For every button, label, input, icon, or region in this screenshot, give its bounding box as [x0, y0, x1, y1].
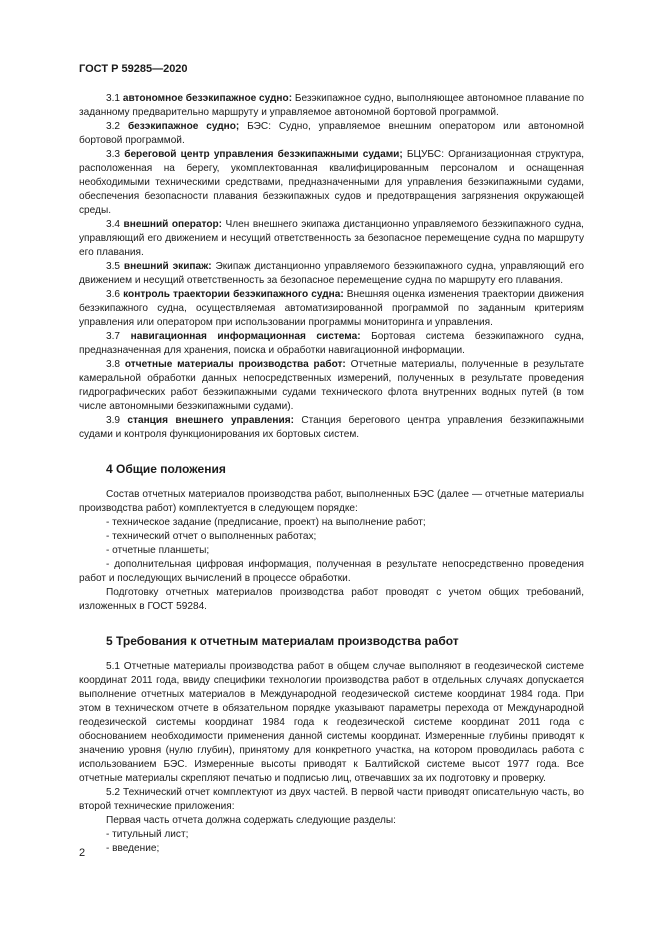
- term-name: навигационная информационная система:: [130, 331, 361, 342]
- list-item: - титульный лист;: [106, 829, 189, 840]
- list-item: - техническое задание (предписание, проект) на выполнение работ;: [106, 517, 426, 528]
- section-4-intro: Состав отчетных материалов производства работ, выполненных БЭС (далее — отчетные материалы производства работ) комплектуется в следующем порядке:: [79, 489, 584, 514]
- term-number: 3.9: [106, 415, 121, 426]
- term-name: автономное безэкипажное судно:: [122, 93, 293, 104]
- term-number: 3.8: [106, 359, 121, 370]
- term-definition: [79, 414, 584, 442]
- term-number: 3.4: [106, 219, 121, 230]
- term-text: БЭС: Судно, управляемое внешним оператором или автономной бортовой программой.: [79, 121, 584, 146]
- term-definition: [79, 120, 584, 148]
- term-name: береговой центр управления безэкипажными судами;: [124, 149, 403, 160]
- term-number: 3.2: [106, 121, 121, 132]
- page-content: [79, 92, 584, 856]
- term-definition: [79, 330, 584, 358]
- term-definition: [79, 288, 584, 330]
- term-text: Станция берегового центра управления безэкипажными судами и контроля функционирования их бортовых систем.: [79, 415, 585, 440]
- term-number: 3.5: [106, 261, 121, 272]
- term-number: 3.7: [106, 331, 121, 342]
- term-name: контроль траектории безэкипажного судна:: [123, 289, 344, 300]
- section-5-heading: 5 Требования к отчетным материалам производства работ: [106, 634, 459, 648]
- list-item: - введение;: [106, 843, 160, 854]
- term-definition: [79, 92, 584, 120]
- term-name: внешний оператор:: [123, 219, 223, 230]
- term-number: 3.3: [106, 149, 121, 160]
- paragraph-5-1: 5.1 Отчетные материалы производства работ в общем случае выполняют в геодезической системе координат 2011 года, ввиду специфики технологии производства работ в отдельных случаях допускается выполнение отчетных материалов в Международной геодезической системе координат 1984 года. При этом в техническом отчете в обязательном порядке указывают параметры перехода от Международной геодезической системы координат 1984 года к геодезической системе координат 2011 года с обоснованием необходимости применения данной системы координат. Измеренные глубины приводят к значению уровня (нулю глубин), принятому для конкретного участка, на котором проводилась работа с использованием БЭС. Измеренные высоты приводят к Балтийской системе высот 1977 года. Все отчетные материалы скрепляют печатью и подписью лиц, отвечавших за их подготовку и проверку.: [79, 661, 584, 784]
- list-item: - отчетные планшеты;: [106, 545, 210, 556]
- term-text: Бортовая система безэкипажного судна, предназначенная для хранения, поиска и обработки навигационной информации.: [79, 331, 584, 356]
- term-text: Безэкипажное судно, выполняющее автономное плавание по заданному предварительно маршруту и управляемое автономной бортовой программой.: [79, 93, 584, 118]
- term-name: отчетные материалы производства работ:: [124, 359, 346, 370]
- term-number: 3.6: [106, 289, 121, 300]
- section-4-heading: 4 Общие положения: [106, 462, 226, 476]
- term-text: БЦУБС: Организационная структура, расположенная на берегу, укомплектованная квалифицированным персоналом и оснащенная необходимыми техническими средствами, предназначенными для управления безэкипажными судами, обеспечения безопасности плавания безэкипажных судов и предотвращения загрязнения окружающей среды.: [79, 149, 585, 216]
- page-number: 2: [79, 847, 86, 859]
- term-text: Внешняя оценка изменения траектории движения безэкипажного судна, осуществляемая автоматизированной программой по заданным критериям управления или оператором при использовании программы мониторинга и управления.: [79, 289, 584, 328]
- term-text: Отчетные материалы, полученные в результате камеральной обработки данных непосредственных измерений, полученных в результате проведения гидрографических работ безэкипажными судами технического флота внутренних водных путей (в том числе автономными безэкипажными судами).: [79, 359, 584, 412]
- term-text: Экипаж дистанционно управляемого безэкипажного судна, управляющий его движением и несущий ответственность за безопасное перемещение судна по маршруту его плавания.: [79, 261, 584, 286]
- paragraph-5-2: 5.2 Технический отчет комплектуют из двух частей. В первой части приводят описательную часть, во второй технические приложения:: [79, 787, 584, 812]
- term-definition: [79, 218, 584, 260]
- term-name: безэкипажное судно;: [127, 121, 240, 132]
- list-item: - дополнительная цифровая информация, полученная в результате непосредственно проведения работ и последующих вычислений в процессе обработки.: [79, 559, 584, 584]
- term-definition: [79, 358, 584, 414]
- document-code: ГОСТ Р 59285—2020: [79, 63, 188, 75]
- section-4-closing: Подготовку отчетных материалов производства работ проводят с учетом общих требований, изложенных в ГОСТ 59284.: [79, 587, 584, 612]
- term-definition: [79, 148, 584, 218]
- terms-list: [79, 92, 584, 442]
- list-item: - технический отчет о выполненных работах;: [106, 531, 317, 542]
- paragraph-5-2-first-part: Первая часть отчета должна содержать следующие разделы:: [106, 815, 396, 826]
- term-text: Член внешнего экипажа дистанционно управляемого безэкипажного судна, управляющий его движением и несущий ответственность за безопасное перемещение судна по маршруту его плавания.: [79, 219, 584, 258]
- term-name: станция внешнего управления:: [127, 415, 294, 426]
- term-number: 3.1: [106, 93, 121, 104]
- term-definition: [79, 260, 584, 288]
- term-name: внешний экипаж:: [123, 261, 212, 272]
